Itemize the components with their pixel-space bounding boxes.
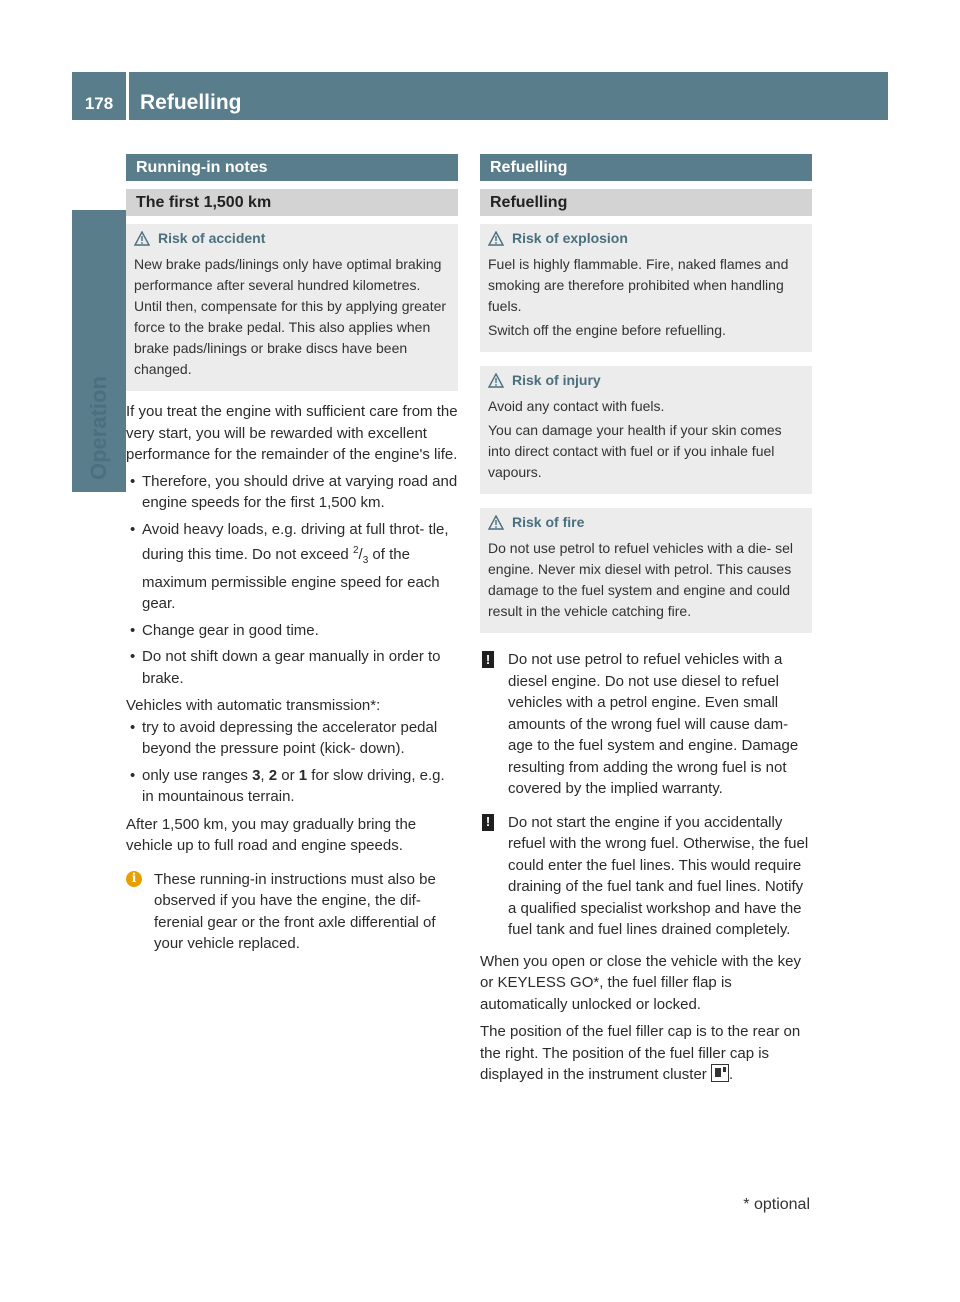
filler-cap-period: . [728,1066,734,1083]
subsection-title-first-km: The first 1,500 km [126,189,458,216]
section-title-running-in: Running-in notes [126,154,458,181]
warning-box-accident [126,224,458,391]
after-paragraph: After 1,500 km, you may gradually bring the vehicle up to full road and engine speeds. [126,815,417,854]
list-item-text: Therefore, you should drive at varying road and engine speeds for the first 1,500 km. [142,472,458,511]
list-item-text: of the maximum permissible engine speed for each gear. [142,546,440,612]
warning-box-explosion [480,224,812,352]
keyless-paragraph: When you open or close the vehicle with the key or KEYLESS GO*, the fuel filler flap is automatically unlocked or locked. [480,952,802,1013]
range-2: 2 [268,766,278,784]
range-1: 1 [298,766,308,784]
list-item-text: for slow driving, e.g. in mountainous terrain. [142,766,445,805]
warning-box-fire [480,508,812,633]
side-tab-label: Operation [86,376,111,480]
list-item-text: only use ranges [142,766,253,784]
list-item: • only use ranges 3, 2 or 1 for slow driving, e.g. in mountainous terrain. [130,766,445,805]
caution-note-text: Do not use petrol to refuel vehicles with a diesel engine. Do not use diesel to refuel vehicles with a petrol engine. Even small amounts of the wrong fuel will cause dam- age to the fuel system and engine. Damage resulting from adding the wrong fuel is not covered by the implied warranty. [508,651,799,797]
list-item-text: Avoid heavy loads, e.g. driving at full throt- tle, during this time. Do not exceed [142,520,449,563]
warning-triangle-icon [488,373,504,388]
list-item: • Change gear in good time. [130,621,319,639]
fraction-denominator: 3 [362,555,369,566]
range-3: 3 [252,766,261,784]
info-icon: i [126,871,142,887]
warning-header [488,514,804,530]
warning-title: Risk of explosion [512,230,628,246]
filler-cap-paragraph [480,1021,812,1086]
warning-text: Switch off the engine before refuelling. [488,322,726,338]
side-tab-label-wrap [86,300,122,500]
warning-title: Risk of fire [512,514,585,530]
warning-triangle-icon [134,231,150,246]
automatic-intro: Vehicles with automatic transmission*: [126,697,381,714]
warning-header [488,372,804,388]
filler-cap-text: The position of the fuel filler cap is to the rear on the right. The position of the fuel filler cap is displayed in the instrument cluster [480,1023,801,1083]
caution-note [480,812,812,941]
exclamation-icon: ! [482,651,494,668]
list-item: • Do not shift down a gear manually in order to brake. [130,648,441,687]
exclamation-icon: ! [482,814,494,831]
fuel-pump-icon [711,1064,729,1082]
left-column [126,154,458,955]
warning-text: New brake pads/linings only have optimal braking performance after several hundred kilometres. Until then, compensate for this by applying greater force to the brake pedal. This also applies when brake pads/linings or brake discs have been changed. [134,256,447,377]
list-item-text: , [260,766,269,784]
section-title-refuelling: Refuelling [480,154,812,181]
intro-paragraph: If you treat the engine with sufficient care from the very start, you will be rewarded with excellent performance for the remainder of the engine's life. [126,403,458,463]
caution-note-text: Do not start the engine if you accidentally refuel with the wrong fuel. Otherwise, the fuel could enter the fuel lines. This would require draining of the fuel tank and fuel lines. Notify a qualified specialist workshop and have the fuel tank and fuel lines drained completely. [508,813,809,938]
optional-footnote: * optional [743,1196,810,1213]
warning-text: Do not use petrol to refuel vehicles with a die- sel engine. Never mix diesel with petrol. This causes damage to the fuel system and engine and could result in the vehicle catching fire. [488,540,794,619]
list-item-text: Do not shift down a gear manually in order to brake. [142,648,441,687]
page-title: Refuelling [140,91,242,114]
list-item: • Avoid heavy loads, e.g. driving at full throt- tle, during this time. Do not exceed $^2/_3$ of the maximum permissible engine speed for each gear. [130,520,449,612]
warning-title: Risk of accident [158,230,266,246]
info-note [126,869,458,955]
list-item: • try to avoid depressing the accelerator pedal beyond the pressure point (kick- down). [130,718,438,757]
fraction-numerator: 2 [352,545,359,556]
warning-triangle-icon [488,515,504,530]
warning-text: Fuel is highly flammable. Fire, naked flames and smoking are therefore prohibited when handling fuels. [488,256,789,314]
list-item: • Therefore, you should drive at varying road and engine speeds for the first 1,500 km. [130,472,458,511]
caution-note [480,649,812,800]
warning-text: Avoid any contact with fuels. [488,398,665,414]
warning-header [488,230,804,246]
warning-title: Risk of injury [512,372,601,388]
subsection-title-refuelling: Refuelling [480,189,812,216]
info-note-text: These running-in instructions must also be observed if you have the engine, the dif- ferenial gear or the front axle differential of your vehicle replaced. [154,870,436,952]
right-column [480,154,812,1086]
page-number: 178 [84,94,114,113]
header-divider [126,72,129,120]
warning-triangle-icon [488,231,504,246]
list-item-text: try to avoid depressing the accelerator pedal beyond the pressure point (kick- down). [142,718,438,757]
warning-box-injury [480,366,812,494]
list-item-text: or [277,766,299,784]
warning-text: You can damage your health if your skin comes into direct contact with fuel or if you inhale fuel vapours. [488,422,782,480]
warning-header [134,230,450,246]
list-item-text: Change gear in good time. [142,621,319,639]
